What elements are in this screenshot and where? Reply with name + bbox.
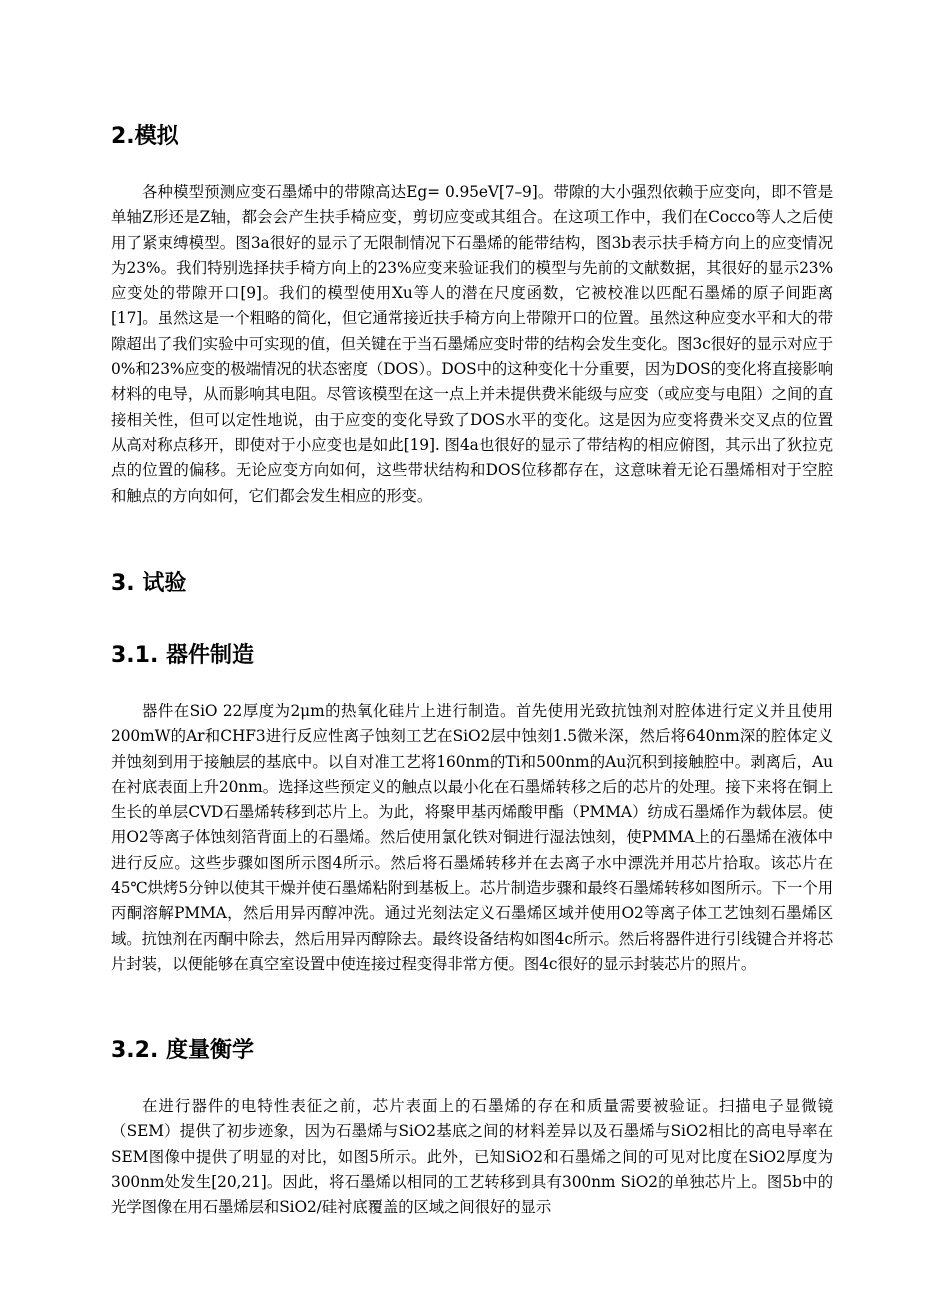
section-heading-experiment: 3. 试验 [111,571,187,596]
section-heading-metrology: 3.2. 度量衡学 [111,1038,254,1063]
section-body-simulation: 各种模型预测应变石墨烯中的带隙高达Eg= 0.95eV[7–9]。带隙的大小强烈依赖于应变向，即不管是单轴Z形还是Z轴，都会会产生扶手椅应变，剪切应变或其组合。在这项工作中，我们在Cocco等人之后使用了紧束缚模型。图3a很好的显示了无限制情况下石墨烯的能带结构，图3b表示扶手椅方向上的应变情况为23%。我们特别选择扶手椅方向上的23%应变来验证我们的模型与先前的文献数据，其很好的显示23%应变处的带隙开口[9]。我们的模型使用Xu等人的潜在尺度函数，它被校准以匹配石墨烯的原子间距离[17]。虽然这是一个粗略的简化，但它通常接近扶手椅方向上带隙开口的位置。虽然这种应变水平和大的带隙超出了我们实验中可实现的值，但关键在于当石墨烯应变时带的结构会发生变化。图3c很好的显示对应于0%和23%应变的极端情况的状态密度（DOS）。DOS中的这种变化十分重要，因为DOS的变化将直接影响材料的电导，从而影响其电阻。尽管该模型在这一点上并未提供费米能级与应变（或应变与电阻）之间的直接相关性，但可以定性地说，由于应变的变化导致了DOS水平的变化。这是因为应变将费米交叉点的位置从高对称点移开，即使对于小应变也是如此[19]. 图4a也很好的显示了带结构的相应俯图，其示出了狄拉克点的位置的偏移。无论应变方向如何，这些带状结构和DOS位移都存在，这意味着无论石墨烯相对于空腔和触点的方向如何，它们都会发生相应的形变。 [111,183,833,505]
section-heading-device-fabrication: 3.1. 器件制造 [111,643,254,668]
section-body-device-fabrication: 器件在SiO 22厚度为2μm的热氧化硅片上进行制造。首先使用光致抗蚀剂对腔体进行定义并且使用200mW的Ar和CHF3进行反应性离子蚀刻工艺在SiO2层中蚀刻1.5微米深，然后将640nm深的腔体定义并蚀刻到用于接触层的基底中。以自对准工艺将160nm的Ti和500nm的Au沉积到接触腔中。剥离后，Au在衬底表面上升20nm。选择这些预定义的触点以最小化在石墨烯转移之后的芯片的处理。接下来将在铜上生长的单层CVD石墨烯转移到芯片上。为此，将聚甲基丙烯酸甲酯（PMMA）纺成石墨烯作为载体层。使用O2等离子体蚀刻箔背面上的石墨烯。然后使用氯化铁对铜进行湿法蚀刻，使PMMA上的石墨烯在液体中进行反应。这些步骤如图所示图4所示。然后将石墨烯转移并在去离子水中漂洗并用芯片拾取。该芯片在45℃烘烤5分钟以使其干燥并使石墨烯粘附到基板上。芯片制造步骤和最终石墨烯转移如图所示。下一个用丙酮溶解PMMA，然后用异丙醇冲洗。通过光刻法定义石墨烯区域并使用O2等离子体工艺蚀刻石墨烯区域。抗蚀剂在丙酮中除去，然后用异丙醇除去。最终设备结构如图4c所示。然后将器件进行引线键合并将芯片封装，以便能够在真空室设置中使连接过程变得非常方便。图4c很好的显示封装芯片的照片。 [111,702,833,973]
section-body-metrology: 在进行器件的电特性表征之前，芯片表面上的石墨烯的存在和质量需要被验证。扫描电子显微镜（SEM）提供了初步迹象，因为石墨烯与SiO2基底之间的材料差异以及石墨烯与SiO2相比的高电导率在SEM图像中提供了明显的对比，如图5所示。此外，已知SiO2和石墨烯之间的可见对比度在SiO2厚度为300nm处发生[20,21]。因此，将石墨烯以相同的工艺转移到具有300nm SiO2的单独芯片上。图5b中的光学图像在用石墨烯层和SiO2/硅衬底覆盖的区域之间很好的显示 [111,1097,833,1217]
section-heading-simulation: 2.模拟 [111,124,179,149]
